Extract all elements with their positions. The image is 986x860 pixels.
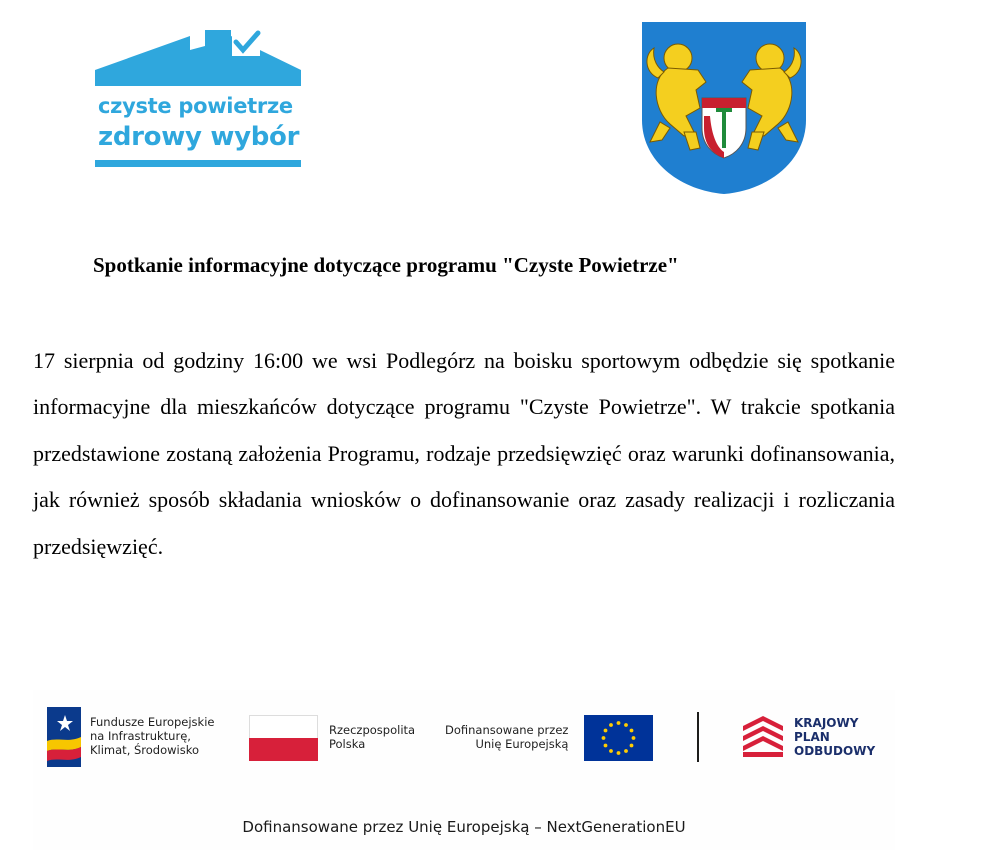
logo-line-1: czyste powietrze	[98, 94, 293, 118]
eu-label: Dofinansowane przez Unię Europejską	[445, 723, 569, 751]
logo-line-2: zdrowy wybór	[98, 122, 300, 152]
pl-label: Rzeczpospolita Polska	[329, 723, 416, 751]
czyste-powietrze-logo	[95, 30, 301, 170]
divider	[697, 712, 699, 762]
polish-flag-icon	[249, 715, 318, 761]
eu-flag-icon	[584, 715, 653, 761]
body-paragraph: 17 sierpnia od godziny 16:00 we wsi Podlegórz na boisku sportowym odbędzie się spotkanie informacyjne dla mieszkańców dotyczące programu "Czyste Powietrze". W trakcie spotkania przedstawione zostaną założenia Programu, rodzaje przedsięwzięć oraz warunki dofinansowania, jak również sposób składania wniosków o dofinansowanie oraz zasady realizacji i rozliczania przedsięwzięć.	[33, 348, 895, 559]
kpo-logo-icon	[741, 714, 785, 758]
fundusze-europejskie-icon	[47, 707, 81, 767]
page-title: Spotkanie informacyjne dotyczące programu "Czyste Powietrze"	[93, 253, 679, 277]
funding-footer	[33, 690, 895, 850]
kpo-label: KRAJOWY PLAN ODBUDOWY	[794, 716, 876, 758]
funding-caption: Dofinansowane przez Unię Europejską – NextGenerationEU	[242, 818, 686, 836]
fe-label: Fundusze Europejskie na Infrastrukturę, Klimat, Środowisko	[90, 715, 215, 757]
coat-of-arms-icon	[640, 20, 808, 195]
